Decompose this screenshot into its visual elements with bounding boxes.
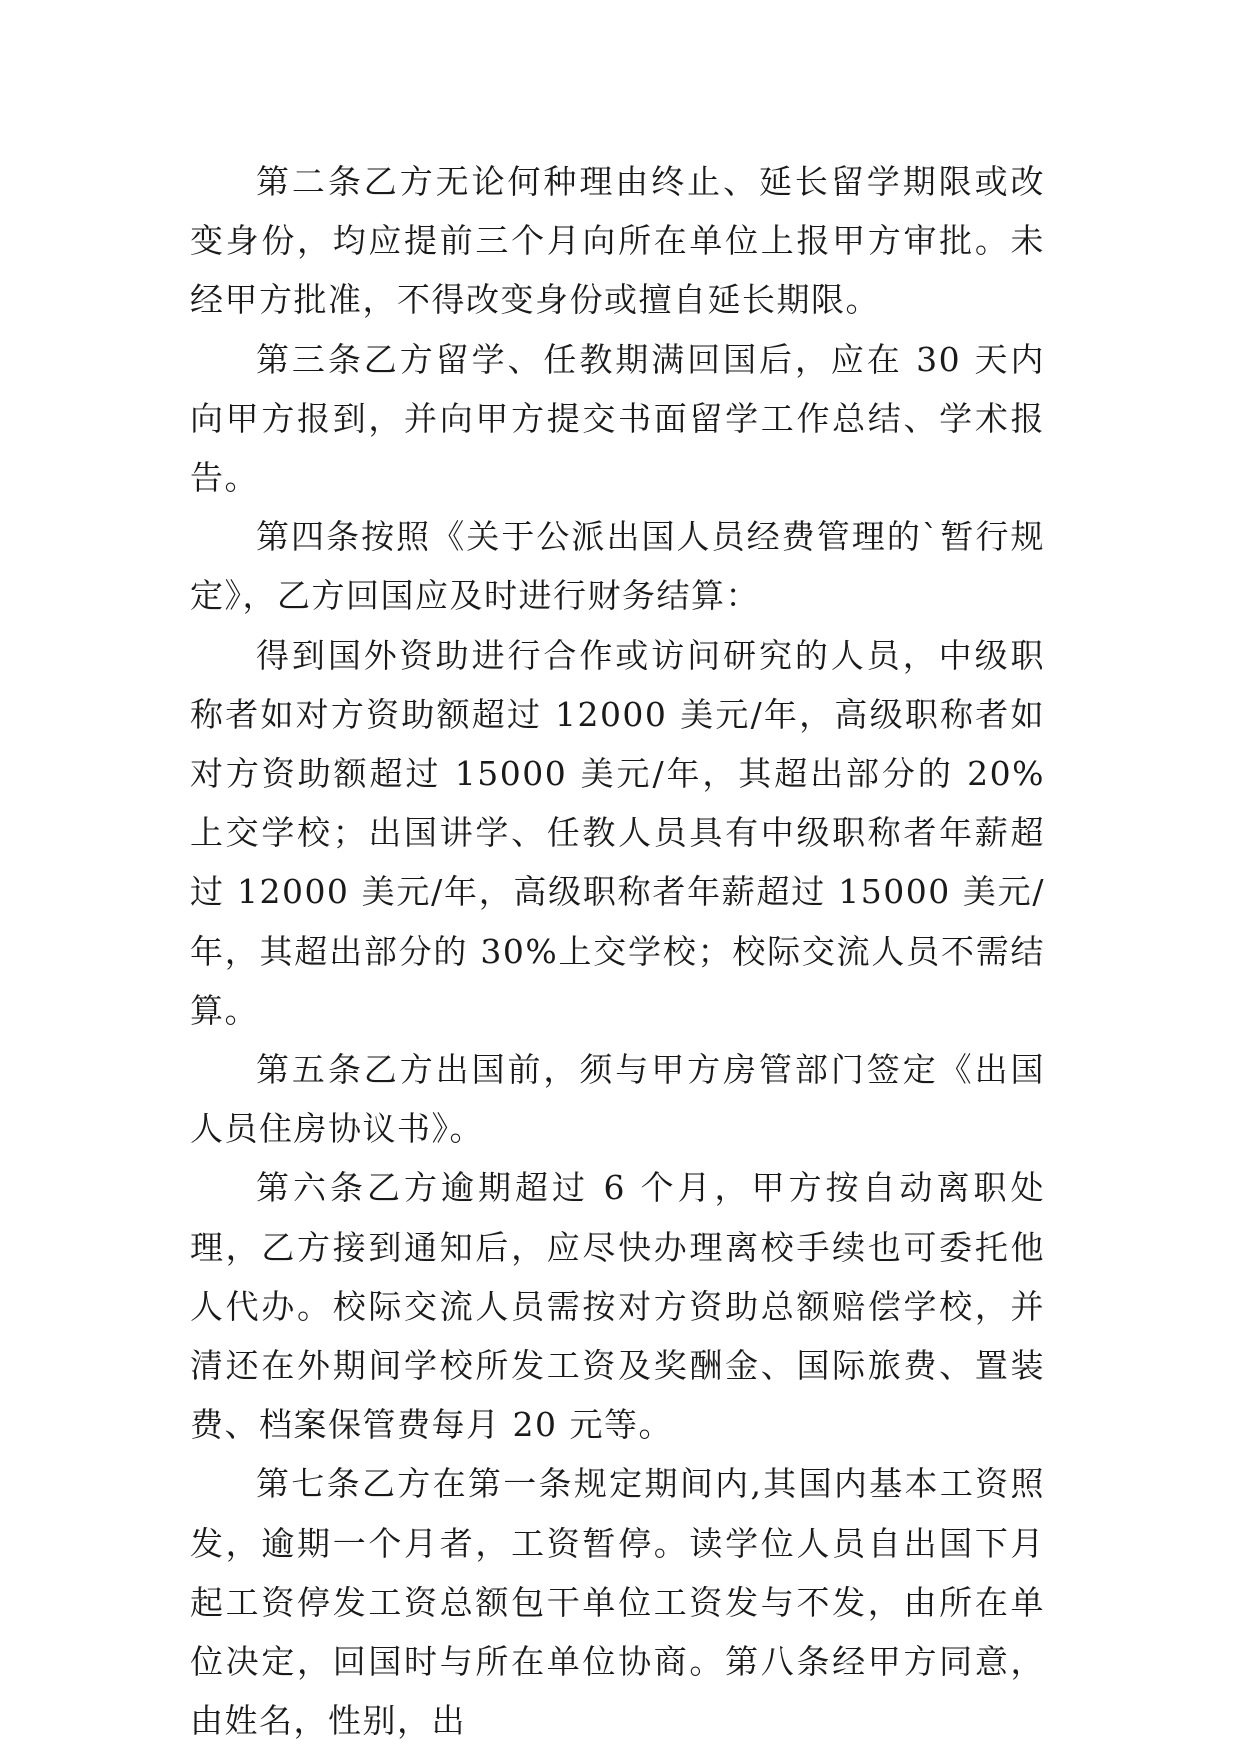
article-5-paragraph: 第五条乙方出国前，须与甲方房管部门签定《出国人员住房协议书》。: [190, 1050, 1045, 1149]
document-body: [190, 152, 1045, 1750]
article-7-paragraph: 第七条乙方在第一条规定期间内,其国内基本工资照发，逾期一个月者，工资暂停。读学位人员自出国下月起工资停发工资总额包干单位工资发与不发，由所在单位决定，回国时与所在单位协商。第八条经甲方同意，由姓名，性别，出: [190, 1464, 1045, 1741]
article-2-paragraph: 第二条乙方无论何种理由终止、延长留学期限或改变身份，均应提前三个月向所在单位上报甲方审批。未经甲方批准，不得改变身份或擅自延长期限。: [190, 162, 1045, 320]
article-6-paragraph: 第六条乙方逾期超过 6 个月，甲方按自动离职处理，乙方接到通知后，应尽快办理离校手续也可委托他人代办。校际交流人员需按对方资助总额赔偿学校，并清还在外期间学校所发工资及奖酬金、国际旅费、置装费、档案保管费每月 20 元等。: [190, 1168, 1045, 1445]
article-3-paragraph: 第三条乙方留学、任教期满回国后，应在 30 天内向甲方报到，并向甲方提交书面留学工作总结、学术报告。: [190, 339, 1045, 498]
article-4-paragraph: 第四条按照《关于公派出国人员经费管理的`暂行规定》，乙方回国应及时进行财务结算：: [190, 517, 1045, 616]
article-4-detail-paragraph: 得到国外资助进行合作或访问研究的人员，中级职称者如对方资助额超过 12000 美元/年，高级职称者如对方资助额超过 15000 美元/年，其超出部分的 20%上交学校；出国讲学、任教人员具有中级职称者年薪超过 12000 美元/年，高级职称者年薪超过 15000 美元/年，其超出部分的 30%上交学校；校际交流人员不需结算。: [190, 635, 1045, 1030]
